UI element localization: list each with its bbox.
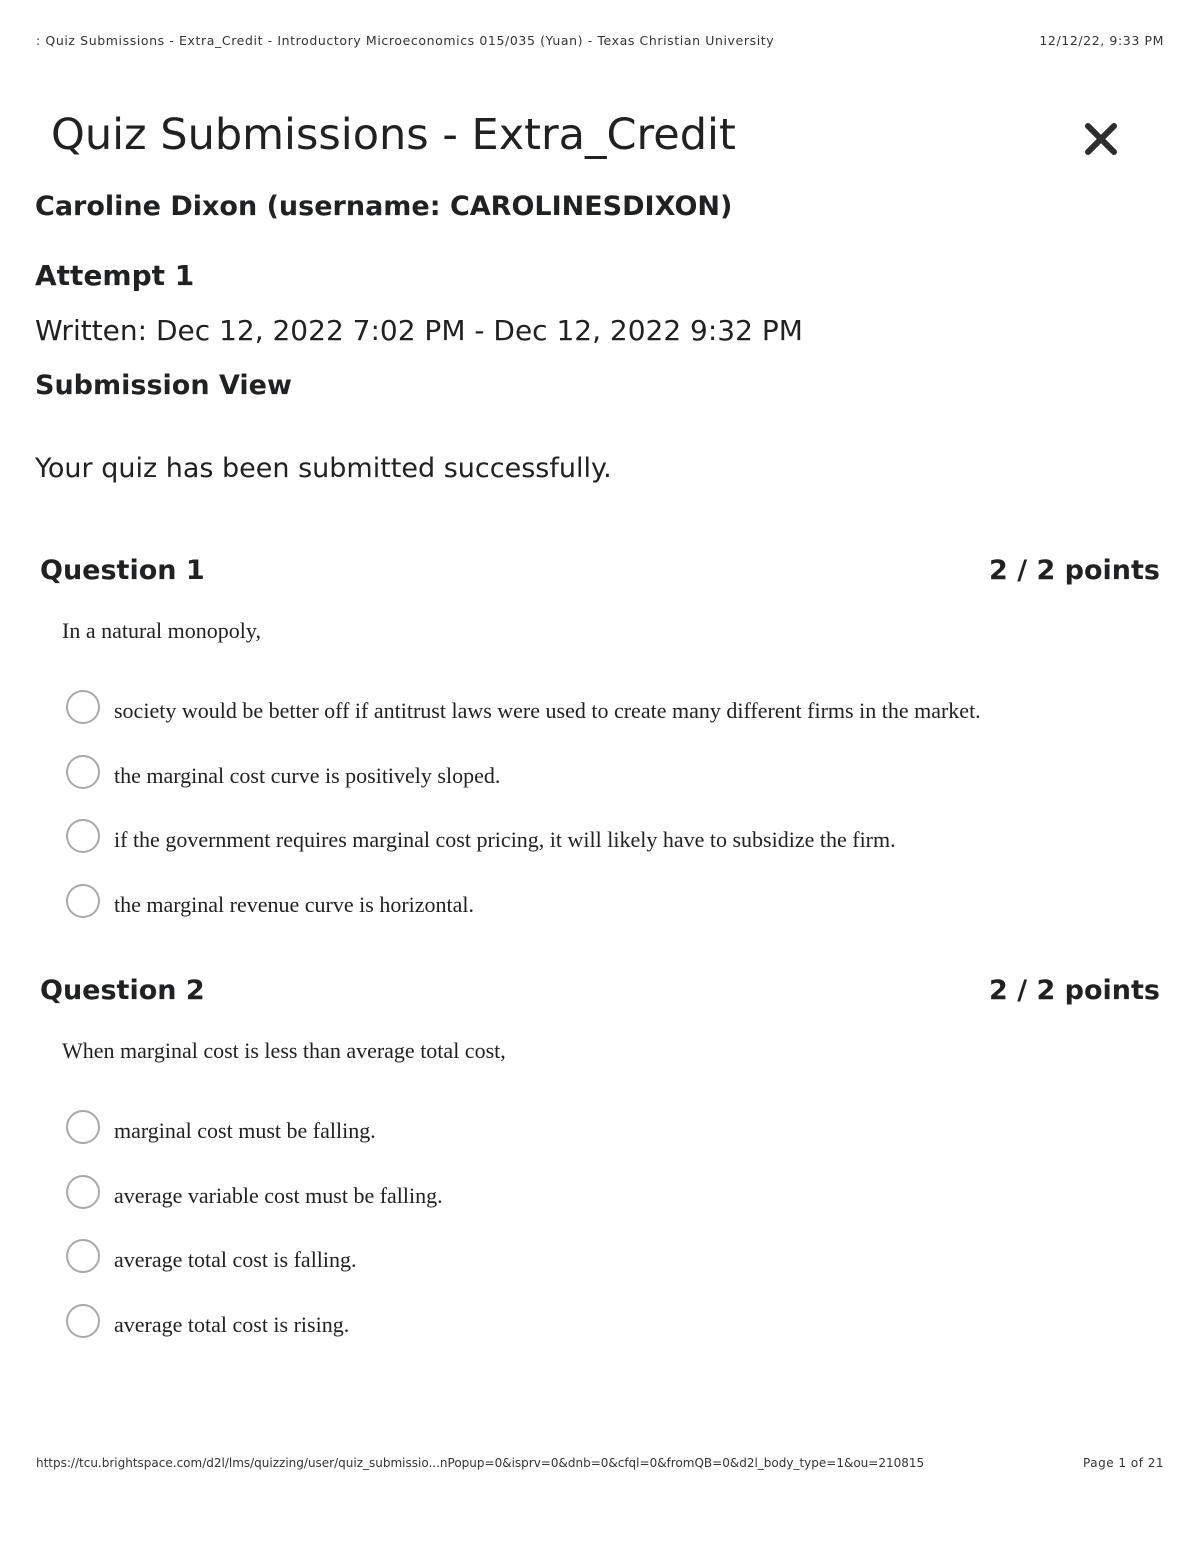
submission-view-heading: Submission View (35, 370, 292, 401)
radio-button[interactable] (66, 1304, 100, 1338)
print-header-title: : Quiz Submissions - Extra_Credit - Introductory Microeconomics 015/035 (Yuan) - Texas Christian University (36, 33, 775, 48)
answer-option-label: marginal cost must be falling. (114, 1118, 376, 1143)
print-footer-url: https://tcu.brightspace.com/d2l/lms/quizzing/user/quiz_submissio...nPopup=0&isprv=0&dnb=0&cfql=0&fromQB=0&d2l_body_type=1&ou=210815 (36, 1456, 925, 1470)
answer-options (66, 1110, 1166, 1368)
answer-option[interactable] (66, 1304, 1166, 1369)
answer-option[interactable] (66, 755, 1166, 820)
page-title: Quiz Submissions - Extra_Credit (51, 110, 736, 160)
page-number: Page 1 of 21 (1083, 1456, 1164, 1470)
question-title: Question 2 (40, 975, 205, 1006)
success-message: Your quiz has been submitted successfully. (35, 453, 612, 484)
answer-option-label: if the government requires marginal cost pricing, it will likely have to subsidize the firm. (114, 827, 896, 852)
user-name-heading: Caroline Dixon (username: CAROLINESDIXON) (35, 191, 733, 222)
radio-button[interactable] (66, 1110, 100, 1144)
answer-option-label: average variable cost must be falling. (114, 1182, 443, 1208)
radio-button[interactable] (66, 884, 100, 918)
answer-option[interactable] (66, 884, 1166, 949)
question-2 (40, 975, 1160, 1337)
answer-option[interactable] (66, 1110, 1166, 1175)
print-header-datetime: 12/12/22, 9:33 PM (1039, 33, 1164, 48)
answer-option-label: society would be better off if antitrust laws were used to create many different firms in the market. (114, 698, 981, 723)
radio-button[interactable] (66, 819, 100, 853)
question-points: 2 / 2 points (989, 975, 1160, 1006)
question-1 (40, 555, 1160, 917)
answer-option[interactable] (66, 1239, 1166, 1304)
radio-button[interactable] (66, 690, 100, 724)
answer-option[interactable] (66, 819, 1166, 884)
radio-button[interactable] (66, 1239, 100, 1273)
question-points: 2 / 2 points (989, 555, 1160, 586)
question-header (40, 555, 1160, 595)
question-text: In a natural monopoly, (62, 618, 261, 643)
answer-options (66, 690, 1166, 948)
question-title: Question 1 (40, 555, 205, 586)
close-icon[interactable] (1080, 118, 1122, 160)
answer-option[interactable] (66, 1175, 1166, 1240)
answer-option-label: average total cost is rising. (114, 1311, 350, 1337)
answer-option-label: the marginal cost curve is positively sloped. (114, 762, 501, 788)
answer-option[interactable] (66, 690, 1166, 755)
radio-button[interactable] (66, 755, 100, 789)
written-timestamp: Written: Dec 12, 2022 7:02 PM - Dec 12, 2022 9:32 PM (35, 314, 803, 347)
print-header (36, 33, 1164, 51)
radio-button[interactable] (66, 1175, 100, 1209)
question-header (40, 975, 1160, 1015)
question-text: When marginal cost is less than average total cost, (62, 1038, 506, 1063)
attempt-heading: Attempt 1 (35, 259, 195, 292)
answer-option-label: the marginal revenue curve is horizontal. (114, 891, 475, 917)
answer-option-label: average total cost is falling. (114, 1247, 357, 1272)
print-footer (36, 1456, 1164, 1474)
